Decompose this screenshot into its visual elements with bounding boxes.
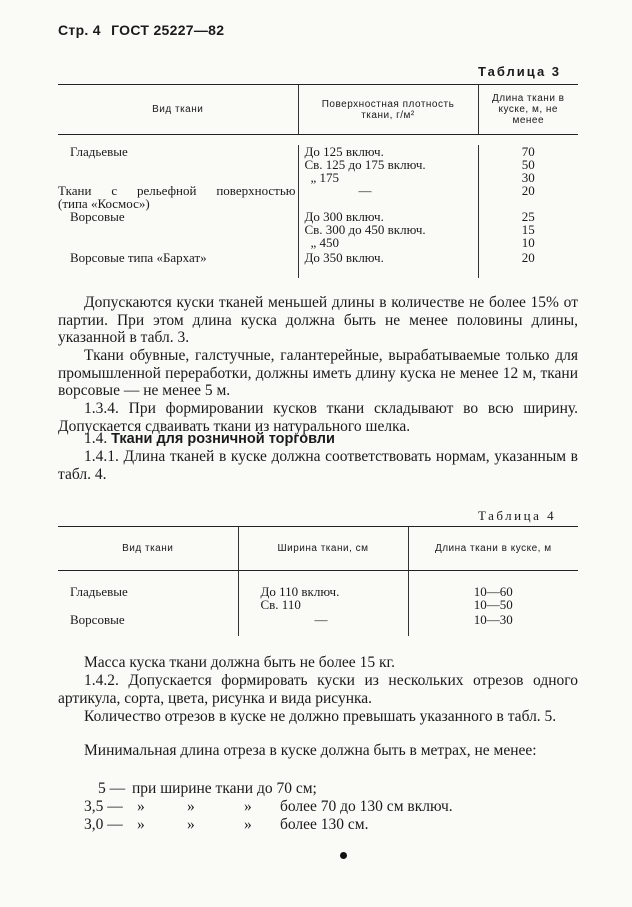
ditto-mark: »	[187, 816, 195, 833]
ditto-mark: »	[187, 798, 195, 815]
table4-cell: 10—50	[473, 597, 513, 612]
table3-cell: Гладьевые	[70, 144, 128, 159]
table3-cell: 15	[521, 222, 535, 237]
paragraph-text: 1.3.4. При формировании кусков ткани складывают во всю ширину. Допускается сдваивать ткани из натурального шелка.	[58, 400, 578, 435]
paragraph-text: Ткани обувные, галстучные, галантерейные, вырабатываемые только для промышленной переработки, должны иметь длину куска не менее 12 м, ткани ворсовые — не менее 5 м.	[58, 347, 578, 399]
table3-cell: Св. 125 до 175 включ.	[304, 157, 426, 172]
table4-cell: Гладьевые	[70, 584, 128, 599]
paragraph-text: Количество отрезов в куске не должно превышать указанного в табл. 5.	[84, 708, 557, 725]
table3-header-length: Длина ткани в куске, м, не менее	[478, 85, 578, 135]
table3-caption: Таблица 3	[478, 64, 562, 79]
table4-header-width: Ширина ткани, см	[238, 527, 408, 571]
table3-cell: До 300 включ.	[304, 209, 384, 224]
table4-cell: —	[314, 612, 328, 627]
ditto-mark: »	[244, 798, 252, 815]
paragraph	[58, 742, 578, 760]
table3-header-type: Вид ткани	[58, 85, 298, 135]
table-row	[58, 585, 578, 611]
table3-cell: Ворсовые	[70, 209, 125, 224]
ditto-mark: »	[137, 798, 145, 815]
table-row	[58, 210, 578, 249]
list-text: при ширине ткани до 70 см;	[132, 780, 317, 797]
table3-cell: До 350 включ.	[304, 250, 384, 265]
ditto-mark: »	[137, 816, 145, 833]
table3	[58, 84, 578, 278]
table3-cell: Ткани с рельефной поверхностью	[58, 183, 296, 198]
ditto-mark: »	[244, 816, 252, 833]
paragraph-text: 1.4.2. Допускается формировать куски из нескольких отрезов одного артикула, сорта, цвета, рисунка и вида рисунка.	[58, 672, 578, 707]
table3-cell: „ 450	[310, 235, 340, 250]
table3-cell: 20	[521, 183, 535, 198]
list-text: более 130 см.	[280, 816, 369, 833]
table3-cell: 30	[521, 170, 535, 185]
paragraph-text: Минимальная длина отреза в куске должна быть в метрах, не менее:	[84, 742, 537, 759]
table4-cell: 10—30	[473, 612, 513, 627]
table4	[58, 526, 578, 636]
page-number: Стр. 4	[58, 22, 101, 38]
paragraph	[58, 448, 578, 483]
table3-cell: 50	[521, 157, 535, 172]
table3-cell: 20	[521, 250, 535, 265]
list-value: 3,0 —	[84, 816, 123, 833]
table4-caption: Таблица 4	[478, 508, 557, 523]
paragraph	[58, 672, 578, 707]
table4-header-length: Длина ткани в куске, м	[408, 527, 578, 571]
standard-number: ГОСТ 25227—82	[111, 22, 225, 38]
table-row	[58, 145, 578, 184]
table-row	[58, 249, 578, 264]
paragraph	[58, 294, 578, 347]
section-title: Ткани для розничной торговли	[111, 431, 335, 447]
paragraph-text: Масса куска ткани должна быть не более 15 кг.	[84, 654, 395, 671]
table4-cell: Ворсовые	[70, 612, 125, 627]
table3-cell: Ворсовые типа «Бархат»	[70, 250, 207, 265]
table3-cell: 10	[521, 235, 535, 250]
table3-cell: (типа «Космос»)	[58, 196, 150, 211]
table-row	[58, 611, 578, 626]
paragraph-text: Допускаются куски тканей меньшей длины в количестве не более 15% от партии. При этом длина куска должна быть не менее половины длины, указанной в табл. 3.	[58, 294, 578, 346]
paragraph	[58, 347, 578, 400]
table3-cell: 70	[521, 144, 535, 159]
table4-cell: Св. 110	[260, 597, 301, 612]
paragraph	[58, 708, 578, 726]
page-header	[58, 22, 224, 38]
table3-cell: 25	[521, 209, 535, 224]
table4-header-type: Вид ткани	[58, 527, 238, 571]
table3-cell: До 125 включ.	[304, 144, 384, 159]
table-row	[58, 184, 578, 210]
table4-cell: 10—60	[473, 584, 513, 599]
table4-cell: До 110 включ.	[260, 584, 340, 599]
list-value: 3,5 —	[84, 798, 123, 815]
table3-cell: Св. 300 до 450 включ.	[304, 222, 426, 237]
table3-cell: „ 175	[310, 170, 340, 185]
section-number: 1.4.	[84, 430, 108, 447]
paragraph	[58, 654, 578, 672]
ink-dot	[340, 852, 347, 859]
paragraph-text: 1.4.1. Длина тканей в куске должна соответствовать нормам, указанным в табл. 4.	[58, 448, 578, 483]
list-value: 5 —	[98, 780, 126, 797]
section-heading	[84, 430, 335, 449]
table3-cell: —	[358, 183, 372, 198]
table3-header-density: Поверхностная плотность ткани, г/м²	[298, 85, 478, 135]
list-text: более 70 до 130 см включ.	[280, 798, 453, 815]
